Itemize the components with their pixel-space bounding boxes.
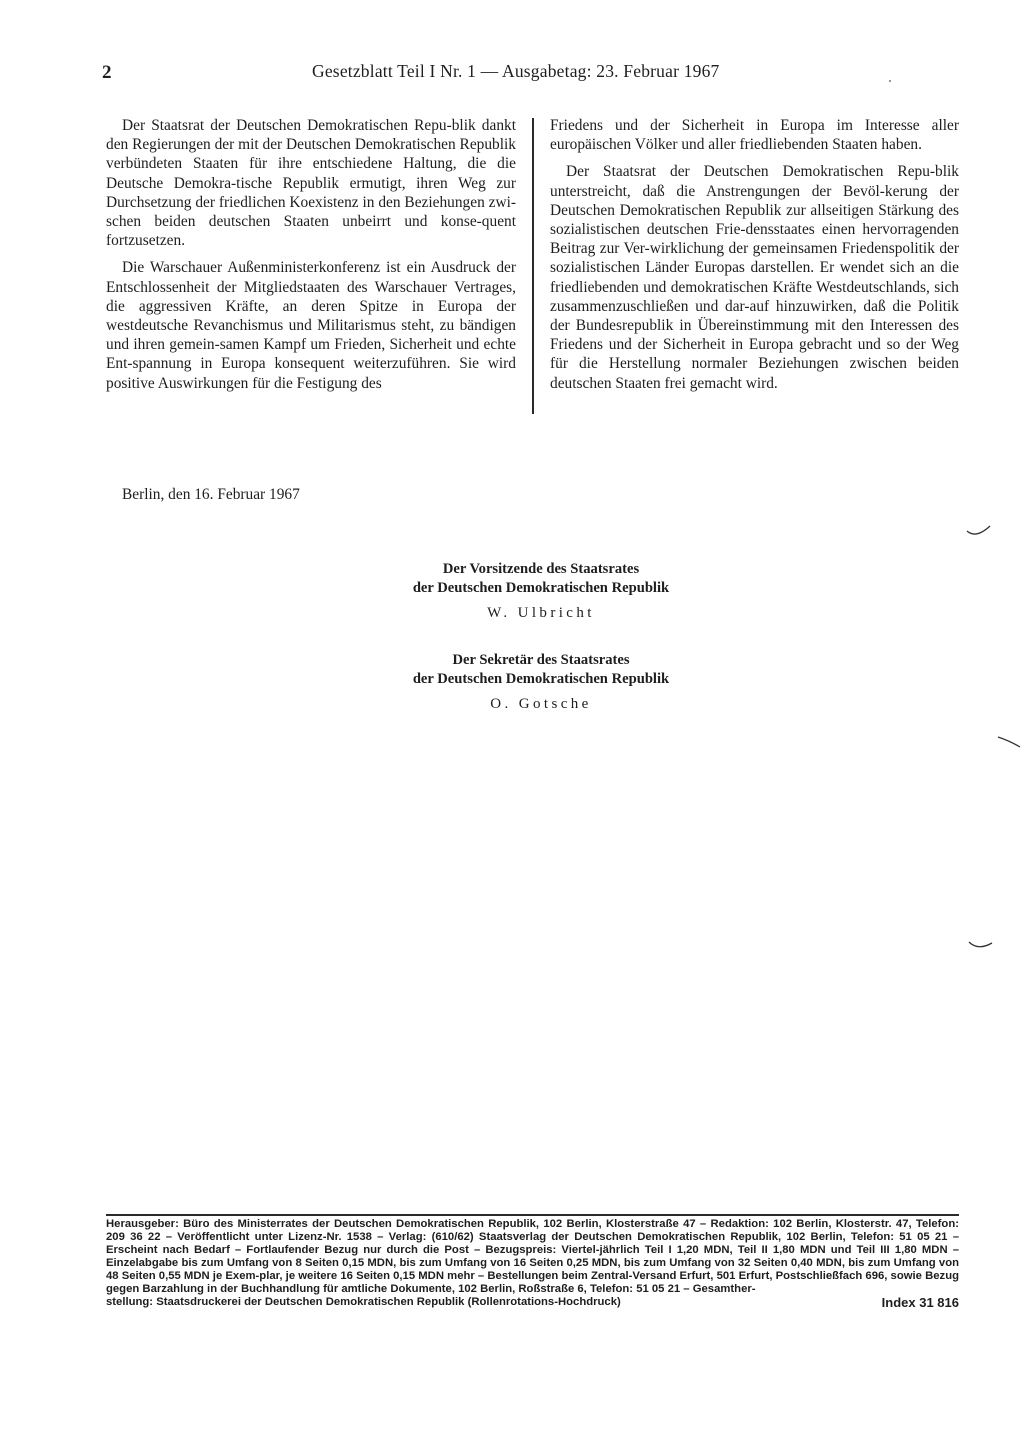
margin-scan-dot [886, 74, 912, 88]
running-header: Gesetzblatt Teil I Nr. 1 — Ausgabetag: 23. Februar 1967 [312, 61, 720, 81]
paragraph: Der Staatsrat der Deutschen Demokratischen Repu-blik dankt den Regierungen der mit der Deutschen Demokratischen Republik verbündeten Staaten für ihre entschiedene Haltung, die die Deutsche Demokra-tische Republik ermutigt, ihren Weg zur Durchsetzung der friedlichen Koexistenz in den Beziehungen zwi-schen beiden deutschen Staaten unbeirrt und konse-quent fortzusetzen. [106, 117, 516, 250]
margin-scan-mark [996, 735, 1022, 749]
imprint-last-line [106, 1296, 959, 1309]
signatory-title: Der Sekretär des Staatsrates [452, 652, 630, 668]
signature-block-secretary [300, 651, 782, 714]
signatory-title: der Deutschen Demokratischen Republik [412, 671, 670, 687]
imprint-text: Herausgeber: Büro des Ministerrates der Deutschen Demokratischen Republik, 102 Berlin, Klosterstraße 47 – Redaktion: 102 Berlin, Klosterstr. 47, Telefon: 209 36 22 – Veröffentlicht unter Lizenz-Nr. 1538 – Verlag: (610/62) Staatsverlag der Deutschen Demokratischen Republik, 102 Berlin, Telefon: 51 05 21 – Erscheint nach Bedarf – Fortlaufender Bezug nur durch die Post – Bezugspreis: Viertel-jährlich Teil I 1,20 MDN, Teil II 1,80 MDN und Teil III 1,80 MDN – Einzelabgabe bis zum Umfang von 8 Seiten 0,15 MDN, bis zum Umfang von 16 Seiten 0,25 MDN, bis zum Umfang von 32 Seiten 0,40 MDN, bis zum Umfang von 48 Seiten 0,55 MDN je Exem-plar, je weitere 16 Seiten 0,15 MDN mehr – Bestellungen beim Zentral-Versand Erfurt, 501 Erfurt, Postschließfach 696, sowie Bezug gegen Barzahlung in der Buchhandlung für amtliche Dokumente, 102 Berlin, Roßstraße 6, Telefon: 51 05 21 – Gesamther- [106, 1218, 959, 1295]
signatory-name: O. Gotsche [490, 696, 592, 712]
footer-divider [106, 1214, 959, 1216]
signature-block-chairman [300, 560, 782, 623]
column-divider [532, 118, 534, 414]
paragraph: Der Staatsrat der Deutschen Demokratischen Repu-blik unterstreicht, daß die Anstrengungen der Bevöl-kerung der Deutschen Demokratischen Republik zur allseitigen Stärkung des sozialistischen deutschen Frie-densstaates einen hervorragenden Beitrag zur Ver-wirklichung der gemeinsamen Friedenspolitik der sozialistischen Länder Europas darstellen. Er wendet sich an die friedliebenden und demokratischen Kräfte Westdeutschlands, sich zusammenzuschließen und dar-auf hinzuwirken, daß die Politik der Bundesrepublik in Übereinstimmung mit den Interessen des Friedens und der Sicherheit in Europa gebracht und so der Weg für die Herstellung normaler Beziehungen zwischen beiden deutschen Staaten frei gemacht wird. [550, 163, 959, 392]
margin-scan-mark [968, 938, 994, 952]
left-text-column [106, 116, 516, 393]
place-and-date: Berlin, den 16. Februar 1967 [122, 486, 300, 503]
signatory-title: der Deutschen Demokratischen Republik [412, 580, 670, 596]
imprint-printer: stellung: Staatsdruckerei der Deutschen Demokratischen Republik (Rollenrotations-Hochdruck) [106, 1296, 621, 1308]
signatory-title: Der Vorsitzende des Staatsrates [442, 561, 640, 577]
right-text-column [550, 116, 959, 393]
index-number: Index 31 816 [881, 1295, 959, 1310]
margin-scan-mark [966, 525, 992, 539]
signatory-name: W. Ulbricht [487, 605, 595, 621]
paragraph: Die Warschauer Außenministerkonferenz ist ein Ausdruck der Entschlossenheit der Mitgliedstaaten des Warschauer Vertrages, die aggressiven Kräfte, an deren Spitze in Europa der westdeutsche Revanchismus und Militarismus steht, zu bändigen und ihren gemein-samen Kampf um Frieden, Sicherheit und echte Ent-spannung in Europa konsequent weiterzuführen. Sie wird positive Auswirkungen für die Festigung des [106, 259, 516, 392]
paragraph: Friedens und der Sicherheit in Europa im Interesse aller europäischen Völker und aller friedliebenden Staaten haben. [550, 117, 959, 154]
imprint [106, 1218, 959, 1309]
page-number: 2 [102, 62, 112, 83]
